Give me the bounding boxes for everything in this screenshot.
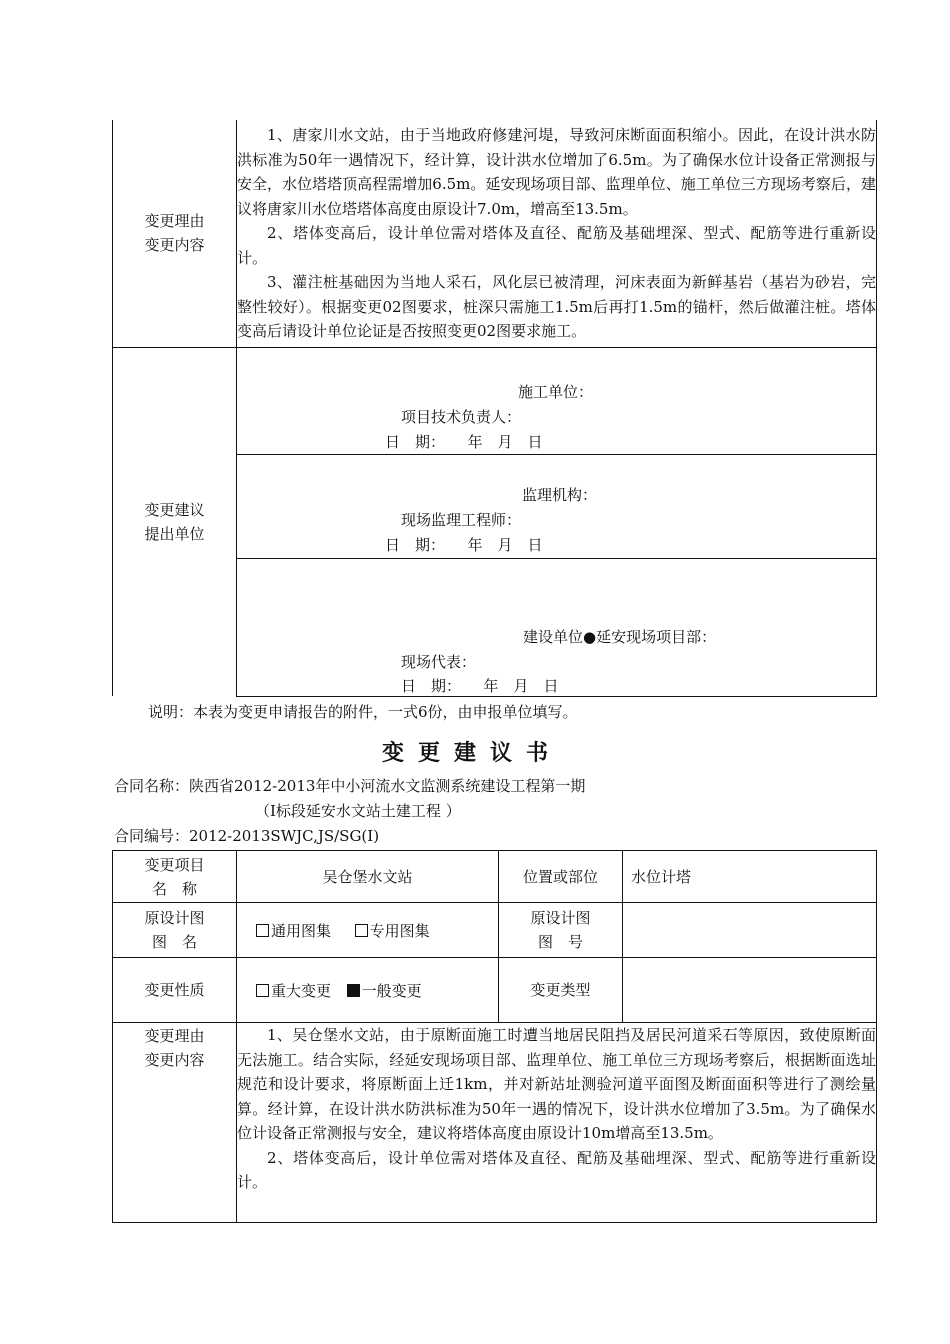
proposer-label-line2: 提出单位 [144,524,205,543]
drawing-number-label-line2: 图 号 [537,933,583,951]
change-reason-label-cell [113,1023,237,1223]
change-type-label: 变更类型 [499,958,623,1023]
special-atlas-label: 专用图集 [369,921,430,940]
change-reason-content-cell [237,1023,877,1223]
drawing-number-label-line1: 原设计图 [530,909,591,927]
change-proposal-table [112,850,877,1223]
change-reason-paragraph-1: 1、吴仓堡水文站，由于原断面施工时遭当地居民阻挡及居民河道采石等原因，致使原断面无法施工。结合实际，经延安现场项目部、监理单位、施工单位三方现场考察后，根据断面选址规范和设计要求，将原断面上迁1km，并对新站址测验河道平面图及断面面积等进行了测绘量算。经计算，在设计洪水防洪标准为50年一遇的情况下，设计洪水位增加了3.5m。为了确保水位计设备正常测报与安全，建议将塔体高度由原设计10m增高至13.5m。 [237,1026,876,1142]
contract-number: 合同编号：2012-2013SWJC,JS/SG(I) [114,827,380,845]
general-atlas-checkbox[interactable] [256,924,269,937]
reason-label-line1: 变更理由 [144,212,205,231]
location-label: 位置或部位 [499,851,623,903]
general-change-label: 一般变更 [361,981,422,1000]
drawing-name-label-line2: 图 名 [151,933,197,951]
proposer-label-line1: 变更建议 [144,500,205,519]
reason-paragraph-1: 1、唐家川水文站，由于当地政府修建河堤，导致河床断面面积缩小。因此，在设计洪水防洪标准为50年一遇情况下，经计算，设计洪水位增加了6.5m。为了确保水位计设备正常测报与安全，水位塔塔顶高程需增加6.5m。延安现场项目部、监理单位、施工单位三方现场考察后，建议将唐家川水位塔塔体高度由原设计7.0m，增高至13.5m。 [237,126,876,218]
owner-signature-block [237,558,877,696]
drawing-number-label-cell [499,903,623,958]
supervision-date-label: 日 期： 年 月 日 [385,535,543,554]
drawing-number-value [623,903,877,958]
supervision-unit-label: 监理机构： [522,485,598,504]
reason-paragraph-3: 3、灌注桩基础因为当地人采石，风化层已被清理，河床表面为新鲜基岩（基岩为砂岩，完整性较好）。根据变更02图要求，桩深只需施工1.5m后再打1.5m的锚杆，然后做灌注桩。塔体变高后请设计单位论证是否按照变更02图要求施工。 [237,273,876,340]
major-change-label: 重大变更 [271,981,332,1000]
supervision-signature-block [237,454,877,558]
owner-unit-label: 建设单位●延安现场项目部： [523,627,717,646]
drawing-name-label-cell [113,903,237,958]
general-change-checkbox[interactable] [347,984,360,997]
contract-name-line2: （I标段延安水文站土建工程 ） [255,802,461,820]
document-title: 变更建议书 [382,740,563,766]
construction-date-label: 日 期： 年 月 日 [385,432,543,451]
change-reason-paragraph-2: 2、塔体变高后，设计单位需对塔体及直径、配筋及基础埋深、型式、配筋等进行重新设计。 [237,1148,876,1191]
contract-name-line1: 合同名称：陕西省2012-2013年中小河流水文监测系统建设工程第一期 [114,777,586,795]
special-atlas-checkbox[interactable] [355,924,368,937]
owner-person-label: 现场代表： [401,652,477,671]
construction-person-label: 项目技术负责人： [401,407,522,426]
general-atlas-label: 通用图集 [271,921,332,940]
change-nature-label: 变更性质 [113,958,237,1023]
top-table-bottom-rule [236,696,877,697]
reason-paragraph-2: 2、塔体变高后，设计单位需对塔体及直径、配筋及基础埋深、型式、配筋等进行重新设计。 [237,224,876,267]
proposer-label-cell [113,347,237,696]
location-value: 水位计塔 [623,851,877,903]
item-name-label-cell [113,851,237,903]
drawing-type-options [237,903,499,958]
reason-content-cell [237,120,877,347]
major-change-checkbox[interactable] [256,984,269,997]
drawing-name-label-line1: 原设计图 [144,909,205,927]
change-type-value [623,958,877,1023]
change-reason-label-line2: 变更内容 [144,1051,205,1069]
owner-date-label: 日 期： 年 月 日 [401,676,559,695]
construction-signature-block [237,347,877,454]
construction-unit-label: 施工单位： [518,382,594,401]
item-name-value: 吴仓堡水文站 [237,851,499,903]
reason-label-cell [113,120,237,347]
item-name-label-line1: 变更项目 [144,855,205,874]
reason-label-line2: 变更内容 [144,236,205,255]
item-name-label-line2: 名 称 [151,879,197,898]
supervision-person-label: 现场监理工程师： [401,510,522,529]
form-note: 说明：本表为变更申请报告的附件，一式6份，由申报单位填写。 [148,703,578,721]
change-reason-label-line1: 变更理由 [144,1027,205,1045]
change-nature-options [237,958,499,1023]
change-form-continued-table [112,120,877,696]
